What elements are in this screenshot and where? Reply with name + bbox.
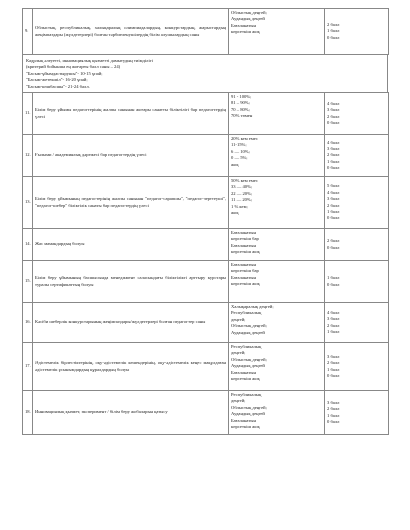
criterion-scores xyxy=(325,229,389,261)
row-number: 12. xyxy=(23,135,33,177)
criterion-scores xyxy=(325,303,389,343)
score-value: 5 балл xyxy=(327,183,340,189)
criterion-description: Облыстық, республикалық, халықаралық олимпиадалардың, конкурстардың, жарыстардың жеңімпаздары (жүлдегерлері) болған тәрбиеленушілердің білім алушылардың саны xyxy=(33,9,229,55)
score-value: 0 балл xyxy=(327,281,340,287)
level-label: 1 % кем; xyxy=(231,203,248,209)
level-label: Халықаралық деңгей; xyxy=(231,304,274,310)
row-number: 14. xyxy=(23,229,33,261)
section-line: "Басым-көшбасшы"- 21-24 балл. xyxy=(26,83,90,89)
row-number: 11. xyxy=(23,93,33,135)
level-label: Аудандық деңгей xyxy=(231,16,265,22)
level-label: көрсеткіш бар xyxy=(231,236,259,242)
level-label: 33 — 40%; xyxy=(231,184,253,190)
criteria-document xyxy=(22,8,388,435)
level-label: 11-15%; xyxy=(231,142,247,148)
level-label: жоқ xyxy=(231,161,239,167)
table-row xyxy=(23,391,389,435)
table-row xyxy=(23,343,389,391)
criterion-levels xyxy=(229,135,325,177)
criteria-table-top xyxy=(22,8,389,55)
section-line: Кадрлық әлеуетті, инновациялық қызметті дамытудың тиімділігі xyxy=(26,58,153,63)
level-label: деңгей; xyxy=(231,350,246,356)
level-label: Облыстық деңгей; xyxy=(231,404,267,410)
score-value: 3 балл xyxy=(327,107,340,113)
score-value: 3 балл xyxy=(327,316,340,322)
level-label: деңгей; xyxy=(231,398,246,404)
criterion-levels xyxy=(229,343,325,391)
section-line: (критерий бойынша ең жоғарғы балл саны – 24) xyxy=(26,64,121,70)
score-value: 4 балл xyxy=(327,139,340,145)
score-value: 1 балл xyxy=(327,208,340,214)
score-value: 2 балл xyxy=(327,202,340,208)
criterion-scores xyxy=(325,343,389,391)
score-value: 2 балл xyxy=(327,152,340,158)
level-label: көрсеткіш жоқ xyxy=(231,249,260,255)
criterion-description: Жас мамандардың болуы xyxy=(33,229,229,261)
score-value: 3 балл xyxy=(327,145,340,151)
score-value: 1 балл xyxy=(327,275,340,281)
level-label: Республикалық xyxy=(231,310,262,316)
criterion-description: Білім беру ұйымы педагогтерінің жалпы санынан жоғары санатты біліктілігі бар педагогтердің үлесі xyxy=(33,93,229,135)
criterion-description: Кәсіби шеберлік конкурстарының жеңімпаздары/жүлдегерлері болған педагогтер саны xyxy=(33,303,229,343)
level-label: 81 – 90%; xyxy=(231,100,250,106)
level-label: 11 — 20%; xyxy=(231,197,253,203)
criterion-description: Білім беру ұйымының педагогтерінің жалпы санынан "педагог-сарапшы", "педагог-зерттеуші", "педагог-шебер" біліктілік санаты бар педагогтердің үлесі xyxy=(33,177,229,229)
score-value: 0 балл xyxy=(327,119,340,125)
level-label: 6 — 10%; xyxy=(231,148,250,154)
criterion-levels xyxy=(229,93,325,135)
criterion-description: Инновациялық қызмет, эксперимент / білім беру жобаларын қатысу xyxy=(33,391,229,435)
score-value: 4 балл xyxy=(327,100,340,106)
level-label: Бағаланатын xyxy=(231,22,256,28)
score-value: 0 балл xyxy=(327,372,340,378)
level-label: 70% төмен xyxy=(231,113,253,119)
criterion-levels xyxy=(229,261,325,303)
section-line: "Басым-жетекшіл"- 16-20 ұпай; xyxy=(26,77,88,83)
table-row xyxy=(23,261,389,303)
criterion-levels xyxy=(229,303,325,343)
table-row xyxy=(23,177,389,229)
level-label: 0 — 5%; xyxy=(231,155,248,161)
level-label: деңгей; xyxy=(231,316,246,322)
table-row xyxy=(23,229,389,261)
score-value: 0 балл xyxy=(327,34,340,40)
criterion-levels xyxy=(229,9,325,55)
score-value: 3 балл xyxy=(327,353,340,359)
level-label: көрсеткіш жоқ xyxy=(231,281,260,287)
row-number: 17. xyxy=(23,343,33,391)
score-value: 2 балл xyxy=(327,322,340,328)
criterion-scores xyxy=(325,93,389,135)
row-number: 18. xyxy=(23,391,33,435)
level-label: 50% кем емес xyxy=(231,178,258,184)
row-number: 9. xyxy=(23,9,33,55)
section-header xyxy=(22,55,388,92)
level-label: Аудандық деңгей xyxy=(231,363,265,369)
level-label: Бағаланатын xyxy=(231,230,256,236)
section-line: "Басым-ұйымдастырушы"- 10-15 ұпай; xyxy=(26,70,103,76)
level-label: Республикалық xyxy=(231,392,262,398)
level-label: 70 – 80%; xyxy=(231,106,250,112)
score-value: 1 балл xyxy=(327,158,340,164)
row-number: 15. xyxy=(23,261,33,303)
level-label: Бағаланатын xyxy=(231,262,256,268)
criterion-levels xyxy=(229,229,325,261)
score-value: 1 балл xyxy=(327,412,340,418)
level-label: 91 - 100%; xyxy=(231,94,252,100)
level-label: Бағаланатын xyxy=(231,242,256,248)
score-value: 1 балл xyxy=(327,366,340,372)
row-number: 13. xyxy=(23,177,33,229)
score-value: 2 балл xyxy=(327,406,340,412)
table-row xyxy=(23,9,389,55)
level-label: Облыстық деңгей; xyxy=(231,323,267,329)
criterion-levels xyxy=(229,391,325,435)
criterion-scores xyxy=(325,135,389,177)
level-label: көрсеткіш жоқ xyxy=(231,424,260,430)
level-label: 20% кем емес xyxy=(231,136,258,142)
score-value: 2 балл xyxy=(327,21,340,27)
table-row xyxy=(23,303,389,343)
criterion-description: Білім беру ұйымының басшысында менеджмент саласындағы біліктілікті арттыру курстары туралы сертификаттың болуы xyxy=(33,261,229,303)
criterion-scores xyxy=(325,177,389,229)
level-label: көрсеткіш жоқ xyxy=(231,376,260,382)
level-label: 22 — 20%; xyxy=(231,190,253,196)
level-label: жоқ xyxy=(231,210,239,216)
score-value: 0 балл xyxy=(327,418,340,424)
level-label: Аудандық деңгей xyxy=(231,411,265,417)
level-label: көрсеткіш бар xyxy=(231,268,259,274)
level-label: Бағаланатын xyxy=(231,274,256,280)
criterion-scores xyxy=(325,261,389,303)
criterion-description: Әдістемелік бірлестіктерінің, оқу-әдістемелік кешендерінің, оқу-әдістемелік кеңес мақұлдаған әдістемелік ұсынымдардың құралдардың болуы xyxy=(33,343,229,391)
level-label: Бағаланатын xyxy=(231,369,256,375)
score-value: 3 балл xyxy=(327,196,340,202)
level-label: Облыстық деңгей; xyxy=(231,10,267,15)
table-row xyxy=(23,135,389,177)
score-value: 4 балл xyxy=(327,189,340,195)
row-number: 16. xyxy=(23,303,33,343)
score-value: 2 балл xyxy=(327,360,340,366)
level-label: Аудандық деңгей xyxy=(231,329,265,335)
table-row xyxy=(23,93,389,135)
score-value: 2 балл xyxy=(327,113,340,119)
score-value: 2 балл xyxy=(327,238,340,244)
level-label: Республикалық xyxy=(231,344,262,350)
level-label: Облыстық деңгей; xyxy=(231,356,267,362)
criterion-description: Ғылыми / академиялық дәрежесі бар педагогтердің үлесі xyxy=(33,135,229,177)
criteria-table xyxy=(22,92,389,435)
score-value: 4 балл xyxy=(327,309,340,315)
level-label: Бағаланатын xyxy=(231,417,256,423)
score-value: 0 балл xyxy=(327,165,340,171)
criterion-scores xyxy=(325,9,389,55)
level-label: көрсеткіш жоқ xyxy=(231,29,260,35)
score-value: 0 балл xyxy=(327,215,340,221)
criterion-scores xyxy=(325,391,389,435)
criterion-levels xyxy=(229,177,325,229)
score-value: 1 балл xyxy=(327,28,340,34)
score-value: 3 балл xyxy=(327,399,340,405)
score-value: 1 балл xyxy=(327,328,340,334)
score-value: 0 балл xyxy=(327,244,340,250)
